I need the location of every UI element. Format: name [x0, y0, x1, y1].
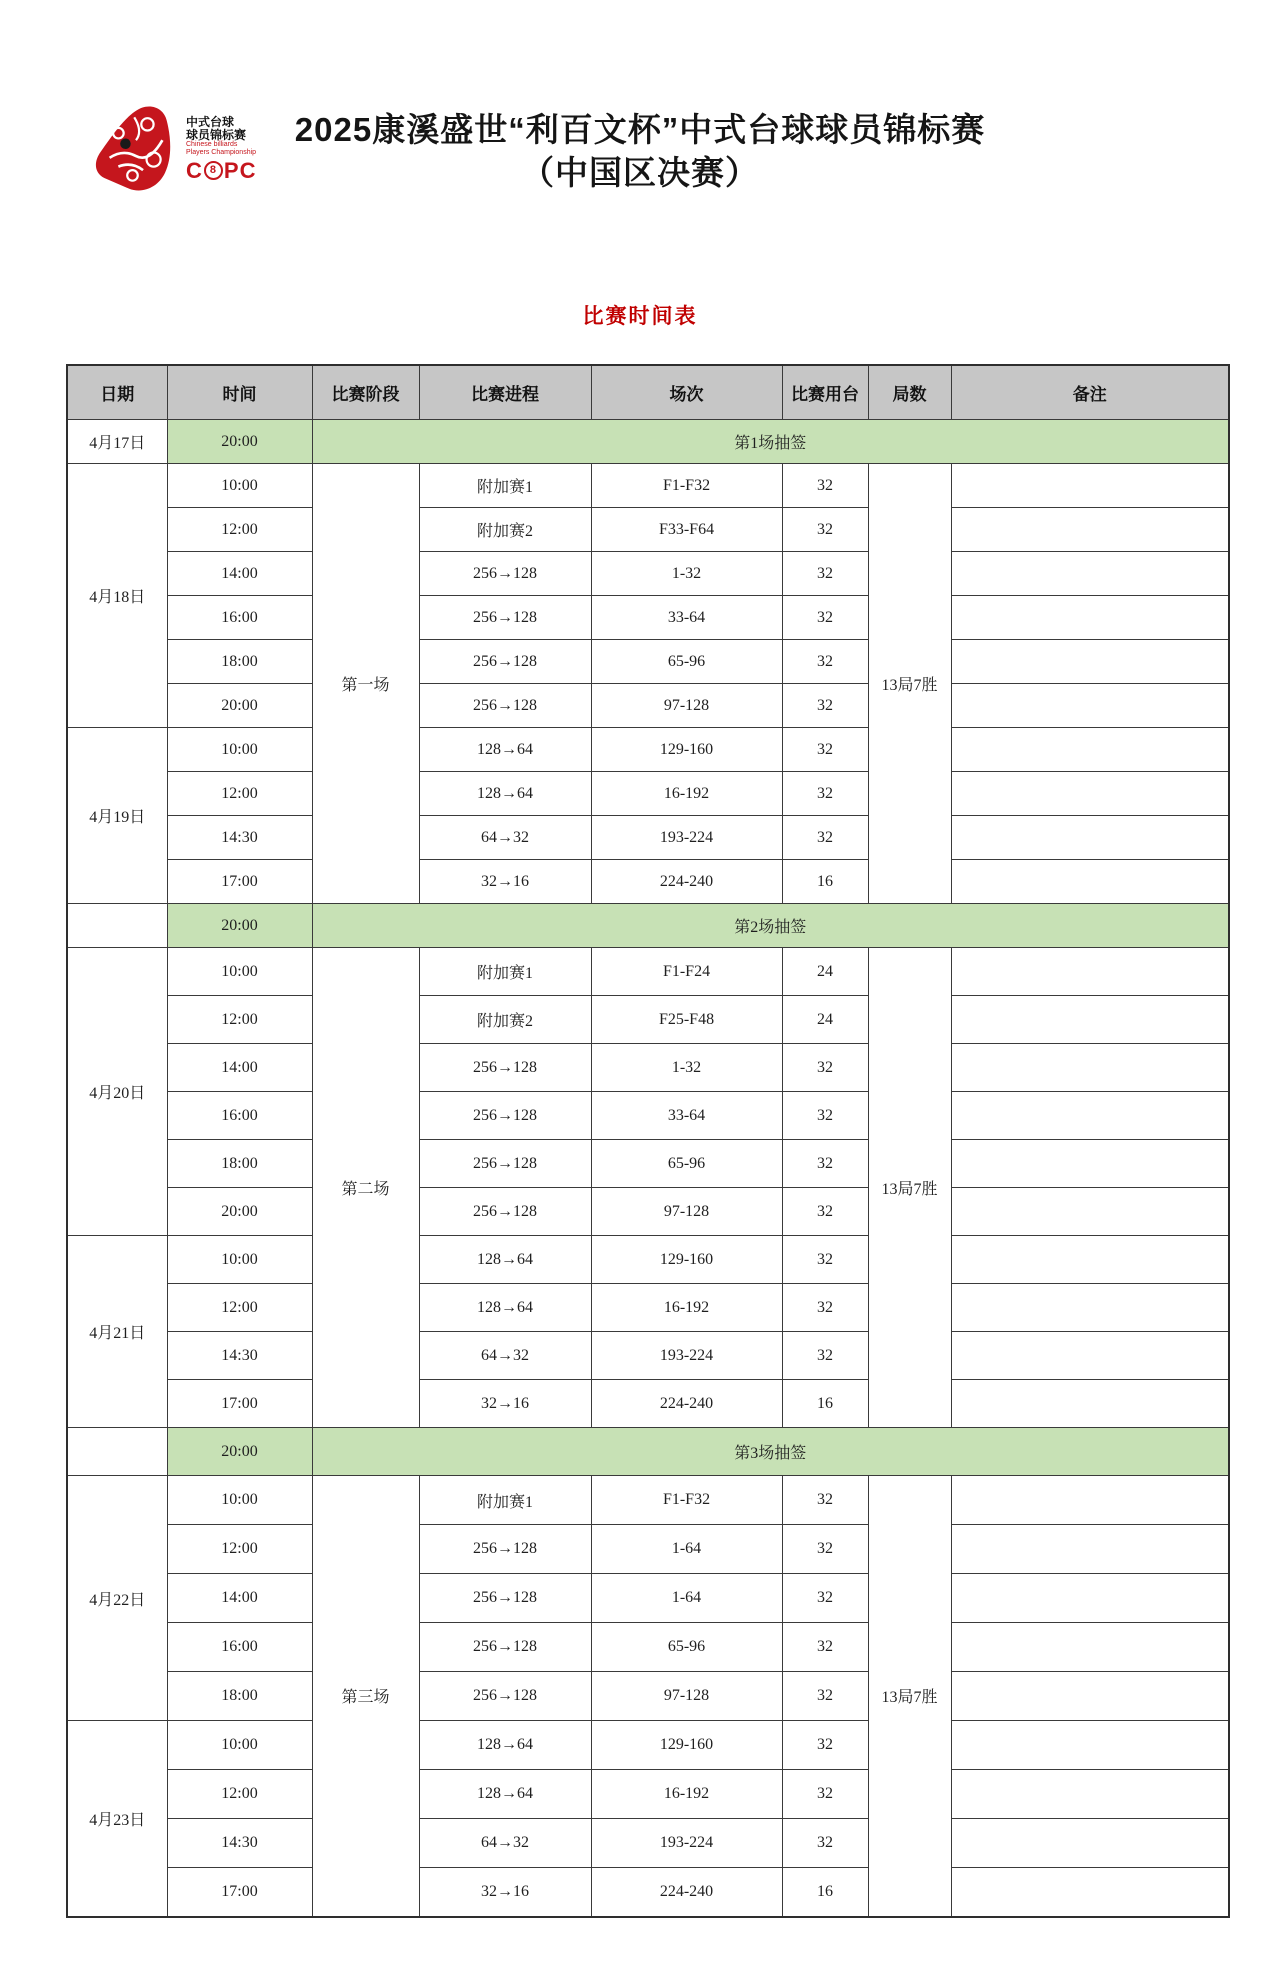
progress-cell: 128→64	[419, 1721, 591, 1770]
session-cell: 16-192	[591, 772, 782, 816]
session-cell: 16-192	[591, 1770, 782, 1819]
frames-cell: 13局7胜	[868, 948, 951, 1428]
note-cell	[951, 684, 1229, 728]
column-header: 场次	[591, 365, 782, 420]
date-cell: 4月21日	[67, 1236, 167, 1428]
table-row	[67, 1525, 1229, 1574]
time-cell: 17:00	[167, 1868, 312, 1917]
table-row	[67, 1476, 1229, 1525]
tables-cell: 32	[782, 684, 868, 728]
column-header: 日期	[67, 365, 167, 420]
schedule-subtitle: 比赛时间表	[582, 305, 698, 328]
time-cell: 17:00	[167, 860, 312, 904]
time-cell: 14:00	[167, 1574, 312, 1623]
table-row	[67, 948, 1229, 996]
tables-cell: 32	[782, 1236, 868, 1284]
session-cell: F1-F32	[591, 1476, 782, 1525]
note-cell	[951, 1284, 1229, 1332]
table-row	[67, 1574, 1229, 1623]
note-cell	[951, 596, 1229, 640]
logo-en-line2: Players Championship	[186, 148, 257, 156]
table-row	[67, 596, 1229, 640]
time-cell: 14:30	[167, 1819, 312, 1868]
session-cell: 65-96	[591, 1140, 782, 1188]
note-cell	[951, 464, 1229, 508]
time-cell: 16:00	[167, 596, 312, 640]
logo-en-line1: Chinese billiards	[186, 141, 238, 149]
page-title-line2: （中国区决赛）	[521, 154, 759, 191]
tables-cell: 24	[782, 948, 868, 996]
time-cell: 18:00	[167, 1140, 312, 1188]
table-row	[67, 772, 1229, 816]
session-cell: 224-240	[591, 1380, 782, 1428]
date-cell	[67, 904, 167, 948]
note-cell	[951, 1721, 1229, 1770]
progress-cell: 64→32	[419, 816, 591, 860]
note-cell	[951, 1672, 1229, 1721]
note-cell	[951, 1868, 1229, 1917]
note-cell	[951, 1140, 1229, 1188]
tables-cell: 32	[782, 596, 868, 640]
note-cell	[951, 640, 1229, 684]
time-cell: 18:00	[167, 640, 312, 684]
note-cell	[951, 948, 1229, 996]
tables-cell: 32	[782, 772, 868, 816]
time-cell: 10:00	[167, 464, 312, 508]
session-cell: F1-F32	[591, 464, 782, 508]
progress-cell: 256→128	[419, 1188, 591, 1236]
tables-cell: 32	[782, 1188, 868, 1236]
time-cell: 17:00	[167, 1380, 312, 1428]
frames-cell: 13局7胜	[868, 1476, 951, 1917]
draw-label-cell: 第3场抽签	[312, 1428, 1229, 1476]
logo-zh-line1: 中式台球	[186, 115, 235, 130]
column-header: 备注	[951, 365, 1229, 420]
tables-cell: 32	[782, 552, 868, 596]
date-cell: 4月20日	[67, 948, 167, 1236]
progress-cell: 256→128	[419, 684, 591, 728]
progress-cell: 256→128	[419, 1574, 591, 1623]
progress-cell: 128→64	[419, 728, 591, 772]
session-cell: 224-240	[591, 860, 782, 904]
time-cell: 12:00	[167, 996, 312, 1044]
time-cell: 18:00	[167, 1672, 312, 1721]
session-cell: 129-160	[591, 1721, 782, 1770]
time-cell: 20:00	[167, 684, 312, 728]
table-row	[67, 1868, 1229, 1917]
date-cell: 4月22日	[67, 1476, 167, 1721]
time-cell: 10:00	[167, 1236, 312, 1284]
table-row	[67, 1623, 1229, 1672]
tables-cell: 32	[782, 1092, 868, 1140]
table-row	[67, 1092, 1229, 1140]
session-cell: 65-96	[591, 640, 782, 684]
note-cell	[951, 1236, 1229, 1284]
session-cell: 97-128	[591, 1188, 782, 1236]
note-cell	[951, 816, 1229, 860]
table-row	[67, 420, 1229, 464]
time-cell: 10:00	[167, 728, 312, 772]
progress-cell: 附加赛2	[419, 996, 591, 1044]
tables-cell: 32	[782, 816, 868, 860]
progress-cell: 64→32	[419, 1332, 591, 1380]
time-cell: 16:00	[167, 1092, 312, 1140]
table-row	[67, 508, 1229, 552]
time-cell: 14:00	[167, 552, 312, 596]
logo-mark-icon	[92, 102, 180, 196]
progress-cell: 256→128	[419, 1092, 591, 1140]
session-cell: 129-160	[591, 1236, 782, 1284]
table-row	[67, 1284, 1229, 1332]
note-cell	[951, 552, 1229, 596]
tables-cell: 32	[782, 1332, 868, 1380]
note-cell	[951, 1819, 1229, 1868]
table-row	[67, 904, 1229, 948]
time-cell: 12:00	[167, 1770, 312, 1819]
session-cell: F33-F64	[591, 508, 782, 552]
page-header	[0, 0, 1280, 212]
logo-abbr-suffix: PC	[223, 157, 257, 183]
date-cell: 4月17日	[67, 420, 167, 464]
table-row	[67, 860, 1229, 904]
progress-cell: 128→64	[419, 1284, 591, 1332]
time-cell: 10:00	[167, 1721, 312, 1770]
tables-cell: 32	[782, 640, 868, 684]
table-row	[67, 1044, 1229, 1092]
time-cell: 10:00	[167, 948, 312, 996]
note-cell	[951, 1770, 1229, 1819]
time-cell: 14:30	[167, 816, 312, 860]
table-row	[67, 1721, 1229, 1770]
table-row	[67, 1428, 1229, 1476]
tables-cell: 32	[782, 1770, 868, 1819]
session-cell: 129-160	[591, 728, 782, 772]
progress-cell: 256→128	[419, 552, 591, 596]
table-row	[67, 640, 1229, 684]
page-title-line1: 2025康溪盛世“利百文杯”中式台球球员锦标赛	[294, 111, 986, 148]
stage-cell: 第二场	[312, 948, 419, 1428]
note-cell	[951, 1574, 1229, 1623]
logo	[92, 102, 256, 196]
note-cell	[951, 1188, 1229, 1236]
logo-abbr-prefix: C	[186, 157, 203, 183]
note-cell	[951, 996, 1229, 1044]
tables-cell: 32	[782, 1721, 868, 1770]
note-cell	[951, 772, 1229, 816]
time-cell: 20:00	[167, 420, 312, 464]
logo-zh-line2: 球员锦标赛	[186, 127, 247, 142]
progress-cell: 128→64	[419, 1770, 591, 1819]
table-row	[67, 1819, 1229, 1868]
session-cell: 1-32	[591, 552, 782, 596]
time-cell: 12:00	[167, 772, 312, 816]
progress-cell: 256→128	[419, 1525, 591, 1574]
header-row	[67, 365, 1229, 420]
session-cell: 193-224	[591, 1332, 782, 1380]
tables-cell: 32	[782, 1525, 868, 1574]
column-header: 时间	[167, 365, 312, 420]
progress-cell: 256→128	[419, 1623, 591, 1672]
progress-cell: 256→128	[419, 596, 591, 640]
table-row	[67, 728, 1229, 772]
tables-cell: 32	[782, 728, 868, 772]
session-cell: 224-240	[591, 1868, 782, 1917]
session-cell: 1-32	[591, 1044, 782, 1092]
tables-cell: 32	[782, 508, 868, 552]
session-cell: 193-224	[591, 1819, 782, 1868]
time-cell: 14:30	[167, 1332, 312, 1380]
progress-cell: 32→16	[419, 860, 591, 904]
table-row	[67, 1672, 1229, 1721]
note-cell	[951, 1476, 1229, 1525]
note-cell	[951, 860, 1229, 904]
table-row	[67, 1140, 1229, 1188]
time-cell: 10:00	[167, 1476, 312, 1525]
table-row	[67, 1188, 1229, 1236]
progress-cell: 附加赛1	[419, 1476, 591, 1525]
note-cell	[951, 1623, 1229, 1672]
note-cell	[951, 728, 1229, 772]
table-row	[67, 1770, 1229, 1819]
stage-cell: 第一场	[312, 464, 419, 904]
tables-cell: 32	[782, 464, 868, 508]
session-cell: 97-128	[591, 1672, 782, 1721]
table-row	[67, 996, 1229, 1044]
progress-cell: 256→128	[419, 1044, 591, 1092]
schedule-table	[66, 364, 1230, 1918]
draw-label-cell: 第2场抽签	[312, 904, 1229, 948]
tables-cell: 32	[782, 1476, 868, 1525]
date-cell: 4月19日	[67, 728, 167, 904]
tables-cell: 32	[782, 1819, 868, 1868]
session-cell: F25-F48	[591, 996, 782, 1044]
date-cell	[67, 1428, 167, 1476]
progress-cell: 附加赛1	[419, 948, 591, 996]
time-cell: 20:00	[167, 1428, 312, 1476]
eight-ball-icon: 8	[204, 161, 223, 180]
table-row	[67, 552, 1229, 596]
session-cell: 1-64	[591, 1525, 782, 1574]
logo-text	[186, 116, 256, 182]
session-cell: 65-96	[591, 1623, 782, 1672]
column-header: 局数	[868, 365, 951, 420]
tables-cell: 32	[782, 1044, 868, 1092]
table-row	[67, 1380, 1229, 1428]
draw-label-cell: 第1场抽签	[312, 420, 1229, 464]
stage-cell: 第三场	[312, 1476, 419, 1917]
progress-cell: 128→64	[419, 1236, 591, 1284]
note-cell	[951, 1332, 1229, 1380]
note-cell	[951, 1044, 1229, 1092]
column-header: 比赛进程	[419, 365, 591, 420]
table-row	[67, 1332, 1229, 1380]
note-cell	[951, 1092, 1229, 1140]
table-row	[67, 1236, 1229, 1284]
table-row	[67, 684, 1229, 728]
note-cell	[951, 508, 1229, 552]
time-cell: 16:00	[167, 1623, 312, 1672]
progress-cell: 32→16	[419, 1868, 591, 1917]
tables-cell: 32	[782, 1623, 868, 1672]
tables-cell: 32	[782, 1672, 868, 1721]
session-cell: 33-64	[591, 1092, 782, 1140]
note-cell	[951, 1380, 1229, 1428]
progress-cell: 256→128	[419, 640, 591, 684]
table-row	[67, 464, 1229, 508]
tables-cell: 32	[782, 1284, 868, 1332]
date-cell: 4月18日	[67, 464, 167, 728]
progress-cell: 256→128	[419, 1672, 591, 1721]
logo-abbr	[186, 159, 256, 182]
session-cell: 1-64	[591, 1574, 782, 1623]
tables-cell: 16	[782, 860, 868, 904]
frames-cell: 13局7胜	[868, 464, 951, 904]
session-cell: F1-F24	[591, 948, 782, 996]
column-header: 比赛用台	[782, 365, 868, 420]
column-header: 比赛阶段	[312, 365, 419, 420]
time-cell: 20:00	[167, 904, 312, 948]
tables-cell: 24	[782, 996, 868, 1044]
tables-cell: 16	[782, 1868, 868, 1917]
table-row	[67, 816, 1229, 860]
note-cell	[951, 1525, 1229, 1574]
progress-cell: 64→32	[419, 1819, 591, 1868]
progress-cell: 128→64	[419, 772, 591, 816]
tables-cell: 32	[782, 1574, 868, 1623]
date-cell: 4月23日	[67, 1721, 167, 1917]
session-cell: 97-128	[591, 684, 782, 728]
session-cell: 193-224	[591, 816, 782, 860]
time-cell: 12:00	[167, 1525, 312, 1574]
session-cell: 33-64	[591, 596, 782, 640]
tables-cell: 16	[782, 1380, 868, 1428]
session-cell: 16-192	[591, 1284, 782, 1332]
time-cell: 12:00	[167, 1284, 312, 1332]
time-cell: 12:00	[167, 508, 312, 552]
tables-cell: 32	[782, 1140, 868, 1188]
time-cell: 14:00	[167, 1044, 312, 1092]
progress-cell: 256→128	[419, 1140, 591, 1188]
progress-cell: 32→16	[419, 1380, 591, 1428]
time-cell: 20:00	[167, 1188, 312, 1236]
progress-cell: 附加赛2	[419, 508, 591, 552]
progress-cell: 附加赛1	[419, 464, 591, 508]
